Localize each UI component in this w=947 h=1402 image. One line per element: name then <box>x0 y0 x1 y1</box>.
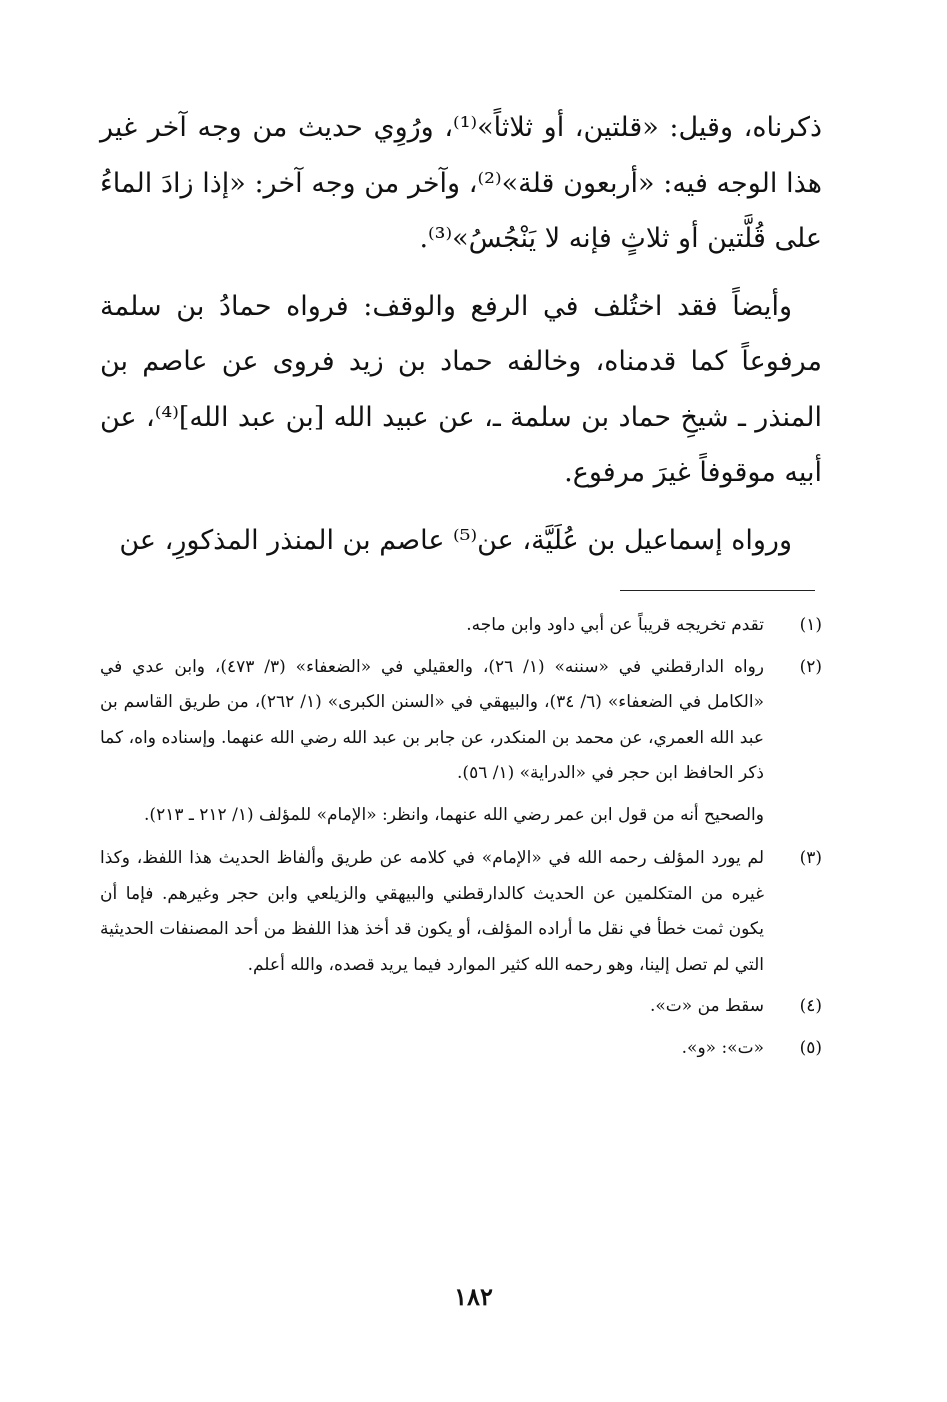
footnotes <box>100 608 822 1066</box>
body-paragraph: وأيضاً فقد اختُلف في الرفع والوقف: فرواه حمادُ بن سلمة مرفوعاً كما قدمناه، وخالفه حماد بن زيد فروى عن عاصم بن المنذر ـ شيخِ حماد بن سلمة ـ، عن عبيد الله [بن عبد الله]⁽⁴⁾، عن أبيه موقوفاً غيرَ مرفوع. <box>100 290 822 488</box>
footnote-text: لم يورد المؤلف رحمه الله في «الإمام» في كلامه عن طريق وألفاظ الحديث هذا اللفظ، وكذا غيره من المتكلمين عن الحديث كالدارقطني والبيهقي والزيلعي وابن حجر وغيرهم. فإما أن يكون ثمت خطأ في نقل ما أراده المؤلف، أو يكون قد أخذ هذا اللفظ من أحد المصنفات الحديثية التي لم تصل إلينا، وهو رحمه الله كثير الموارد فيما يريد قصده، والله أعلم. <box>100 848 764 975</box>
footnote-number: (١) <box>799 615 822 635</box>
footnote-number: (٤) <box>799 996 822 1016</box>
body-paragraph: ذكرناه، وقيل: «قلتين، أو ثلاثاً»⁽¹⁾، ورُوِي حديث من وجه آخر غير هذا الوجه فيه: «أربعون قلة»⁽²⁾، وآخر من وجه آخر: «إذا زادَ الماءُ على قُلَّتين أو ثلاثٍ فإنه لا يَنْجُسُ»⁽³⁾. <box>100 112 823 254</box>
footnote-text: تقدم تخريجه قريباً عن أبي داود وابن ماجه. <box>466 615 764 635</box>
footnote-text: سقط من «ت». <box>649 996 764 1016</box>
footnote <box>100 608 822 644</box>
footnote-number: (٢) <box>799 656 822 677</box>
footnote-separator <box>620 590 815 591</box>
page-number: ١٨٢ <box>454 1282 493 1311</box>
footnote <box>100 841 822 983</box>
footnote-continuation: والصحيح أنه من قول ابن عمر رضي الله عنهما، وانظر: «الإمام» للمؤلف (١/ ٢١٢ ـ ٢١٣). <box>144 804 764 825</box>
footnote-number: (٥) <box>799 1037 822 1058</box>
footnote-number: (٣) <box>799 848 822 868</box>
body-paragraph: ورواه إسماعيل بن عُلَيَّة، عن⁽⁵⁾ عاصم بن المنذر المذكورِ، عن <box>119 524 792 556</box>
footnote <box>100 989 822 1025</box>
footnote-text: رواه الدارقطني في «سننه» (١/ ٢٦)، والعقيلي في «الضعفاء» (٣/ ٤٧٣)، وابن عدي في «الكامل في الضعفاء» (٦/ ٣٤)، والبيهقي في «السنن الكبرى» (١/ ٢٦٢)، من طريق القاسم بن عبد الله العمري، عن محمد بن المنكدر، عن جابر بن عبد الله رضي الله عنهما. وإسناده واه، كما ذكر الحافظ ابن حجر في «الدراية» (١/ ٥٦). <box>100 656 764 783</box>
main-text <box>100 100 822 580</box>
footnote <box>100 1031 822 1067</box>
footnote <box>100 650 822 792</box>
footnote-text: «ت»: «و». <box>681 1037 764 1058</box>
